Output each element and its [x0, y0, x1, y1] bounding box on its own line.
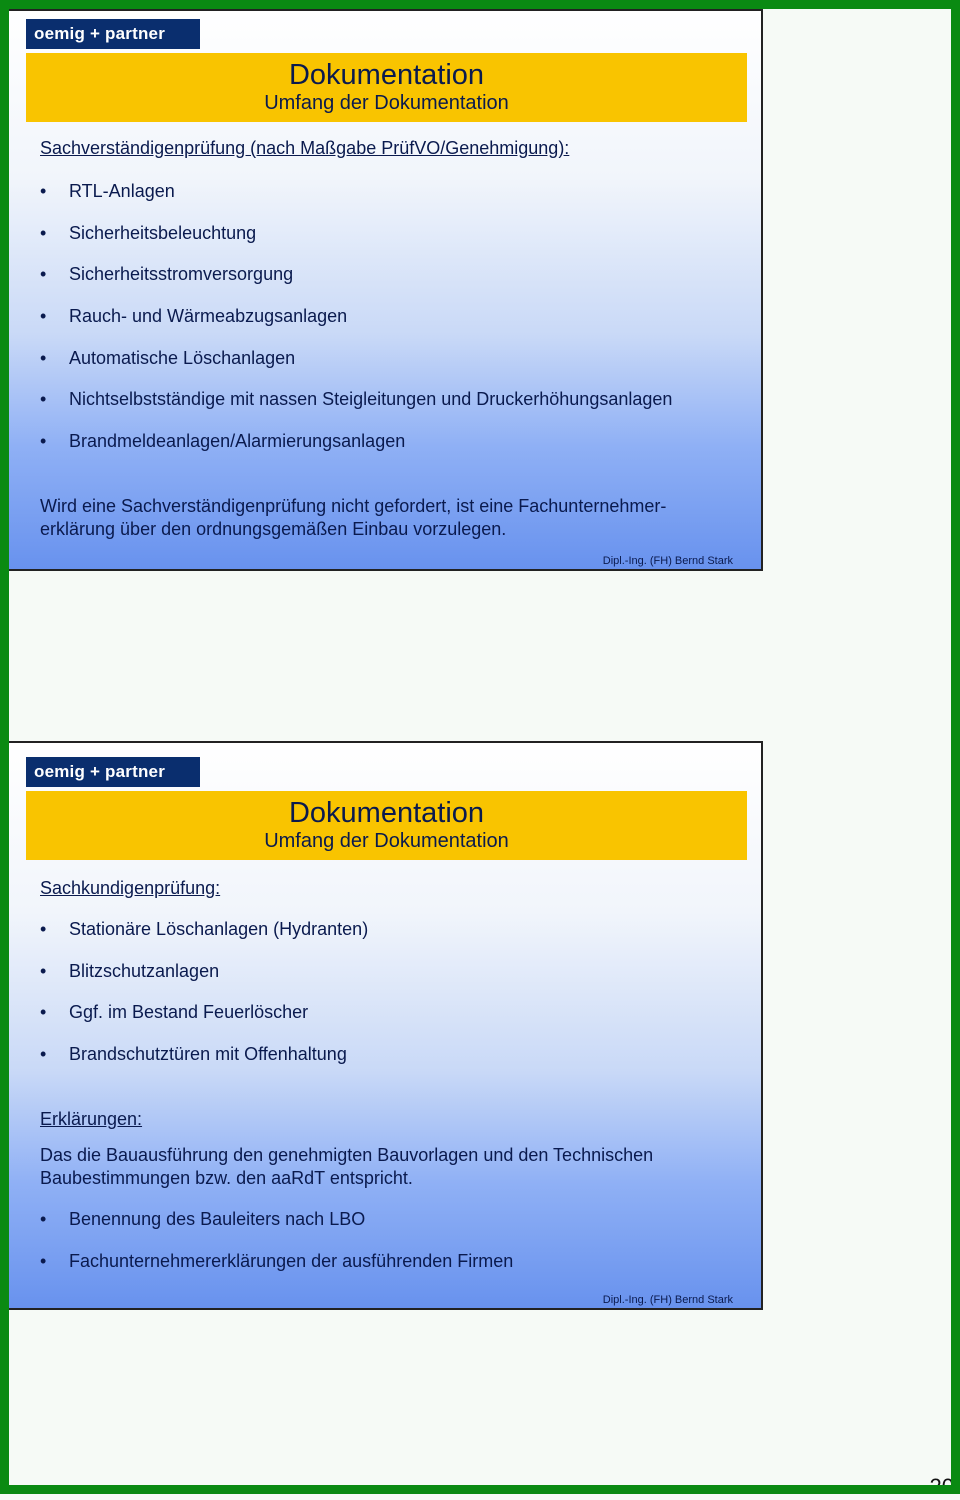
note-line-1: Wird eine Sachverständigenprüfung nicht gefordert, ist eine Fachunternehmer- — [40, 496, 667, 516]
note-paragraph — [40, 495, 730, 541]
section-heading: Sachkundigenprüfung: — [40, 878, 221, 898]
explanation-paragraph — [40, 1144, 730, 1190]
slide-subtitle: Umfang der Dokumentation — [264, 830, 509, 852]
list-item: • Sicherheitsbeleuchtung — [40, 223, 672, 265]
list-item: • Brandmeldeanlagen/Alarmierungsanlagen — [40, 431, 672, 473]
list-item: • Benennung des Bauleiters nach LBO — [40, 1209, 513, 1251]
slide-footer: Dipl.-Ing. (FH) Bernd Stark — [602, 1294, 733, 1306]
section-heading: Sachverständigenprüfung (nach Maßgabe PrüfVO/Genehmigung): — [40, 138, 570, 158]
company-logo: oemig + partner — [26, 19, 200, 49]
note-line-2: erklärung über den ordnungsgemäßen Einbau vorzulegen. — [40, 519, 507, 539]
company-logo: oemig + partner — [26, 757, 200, 787]
list-item: • Rauch- und Wärmeabzugsanlagen — [40, 306, 672, 348]
para-line-1: Das die Bauausführung den genehmigten Bauvorlagen und den Technischen — [40, 1145, 654, 1165]
title-bar — [26, 791, 747, 860]
list-item: • Ggf. im Bestand Feuerlöscher — [40, 1002, 368, 1044]
slide-title: Dokumentation — [288, 797, 485, 829]
list-item: • Stationäre Löschanlagen (Hydranten) — [40, 919, 368, 961]
list-item: • Brandschutztüren mit Offenhaltung — [40, 1044, 368, 1086]
list-item: • Blitzschutzanlagen — [40, 961, 368, 1003]
slide-title: Dokumentation — [288, 59, 485, 91]
bullet-list — [40, 919, 368, 1086]
list-item: • Sicherheitsstromversorgung — [40, 264, 672, 306]
slide-2 — [8, 741, 763, 1310]
slide-subtitle: Umfang der Dokumentation — [264, 92, 509, 114]
bullet-list — [40, 181, 672, 473]
bullet-list-2 — [40, 1209, 513, 1292]
slide-footer: Dipl.-Ing. (FH) Bernd Stark — [602, 555, 733, 567]
section-heading-2: Erklärungen: — [40, 1109, 143, 1129]
list-item: • Nichtselbstständige mit nassen Steigleitungen und Druckerhöhungsanlagen — [40, 389, 672, 431]
title-bar — [26, 53, 747, 122]
list-item: • Fachunternehmererklärungen der ausführenden Firmen — [40, 1251, 513, 1293]
list-item: • RTL-Anlagen — [40, 181, 672, 223]
page-number: 20 — [929, 1474, 954, 1499]
slide-1 — [8, 9, 763, 571]
para-line-2: Baubestimmungen bzw. den aaRdT entspricht. — [40, 1168, 413, 1188]
list-item: • Automatische Löschanlagen — [40, 348, 672, 390]
